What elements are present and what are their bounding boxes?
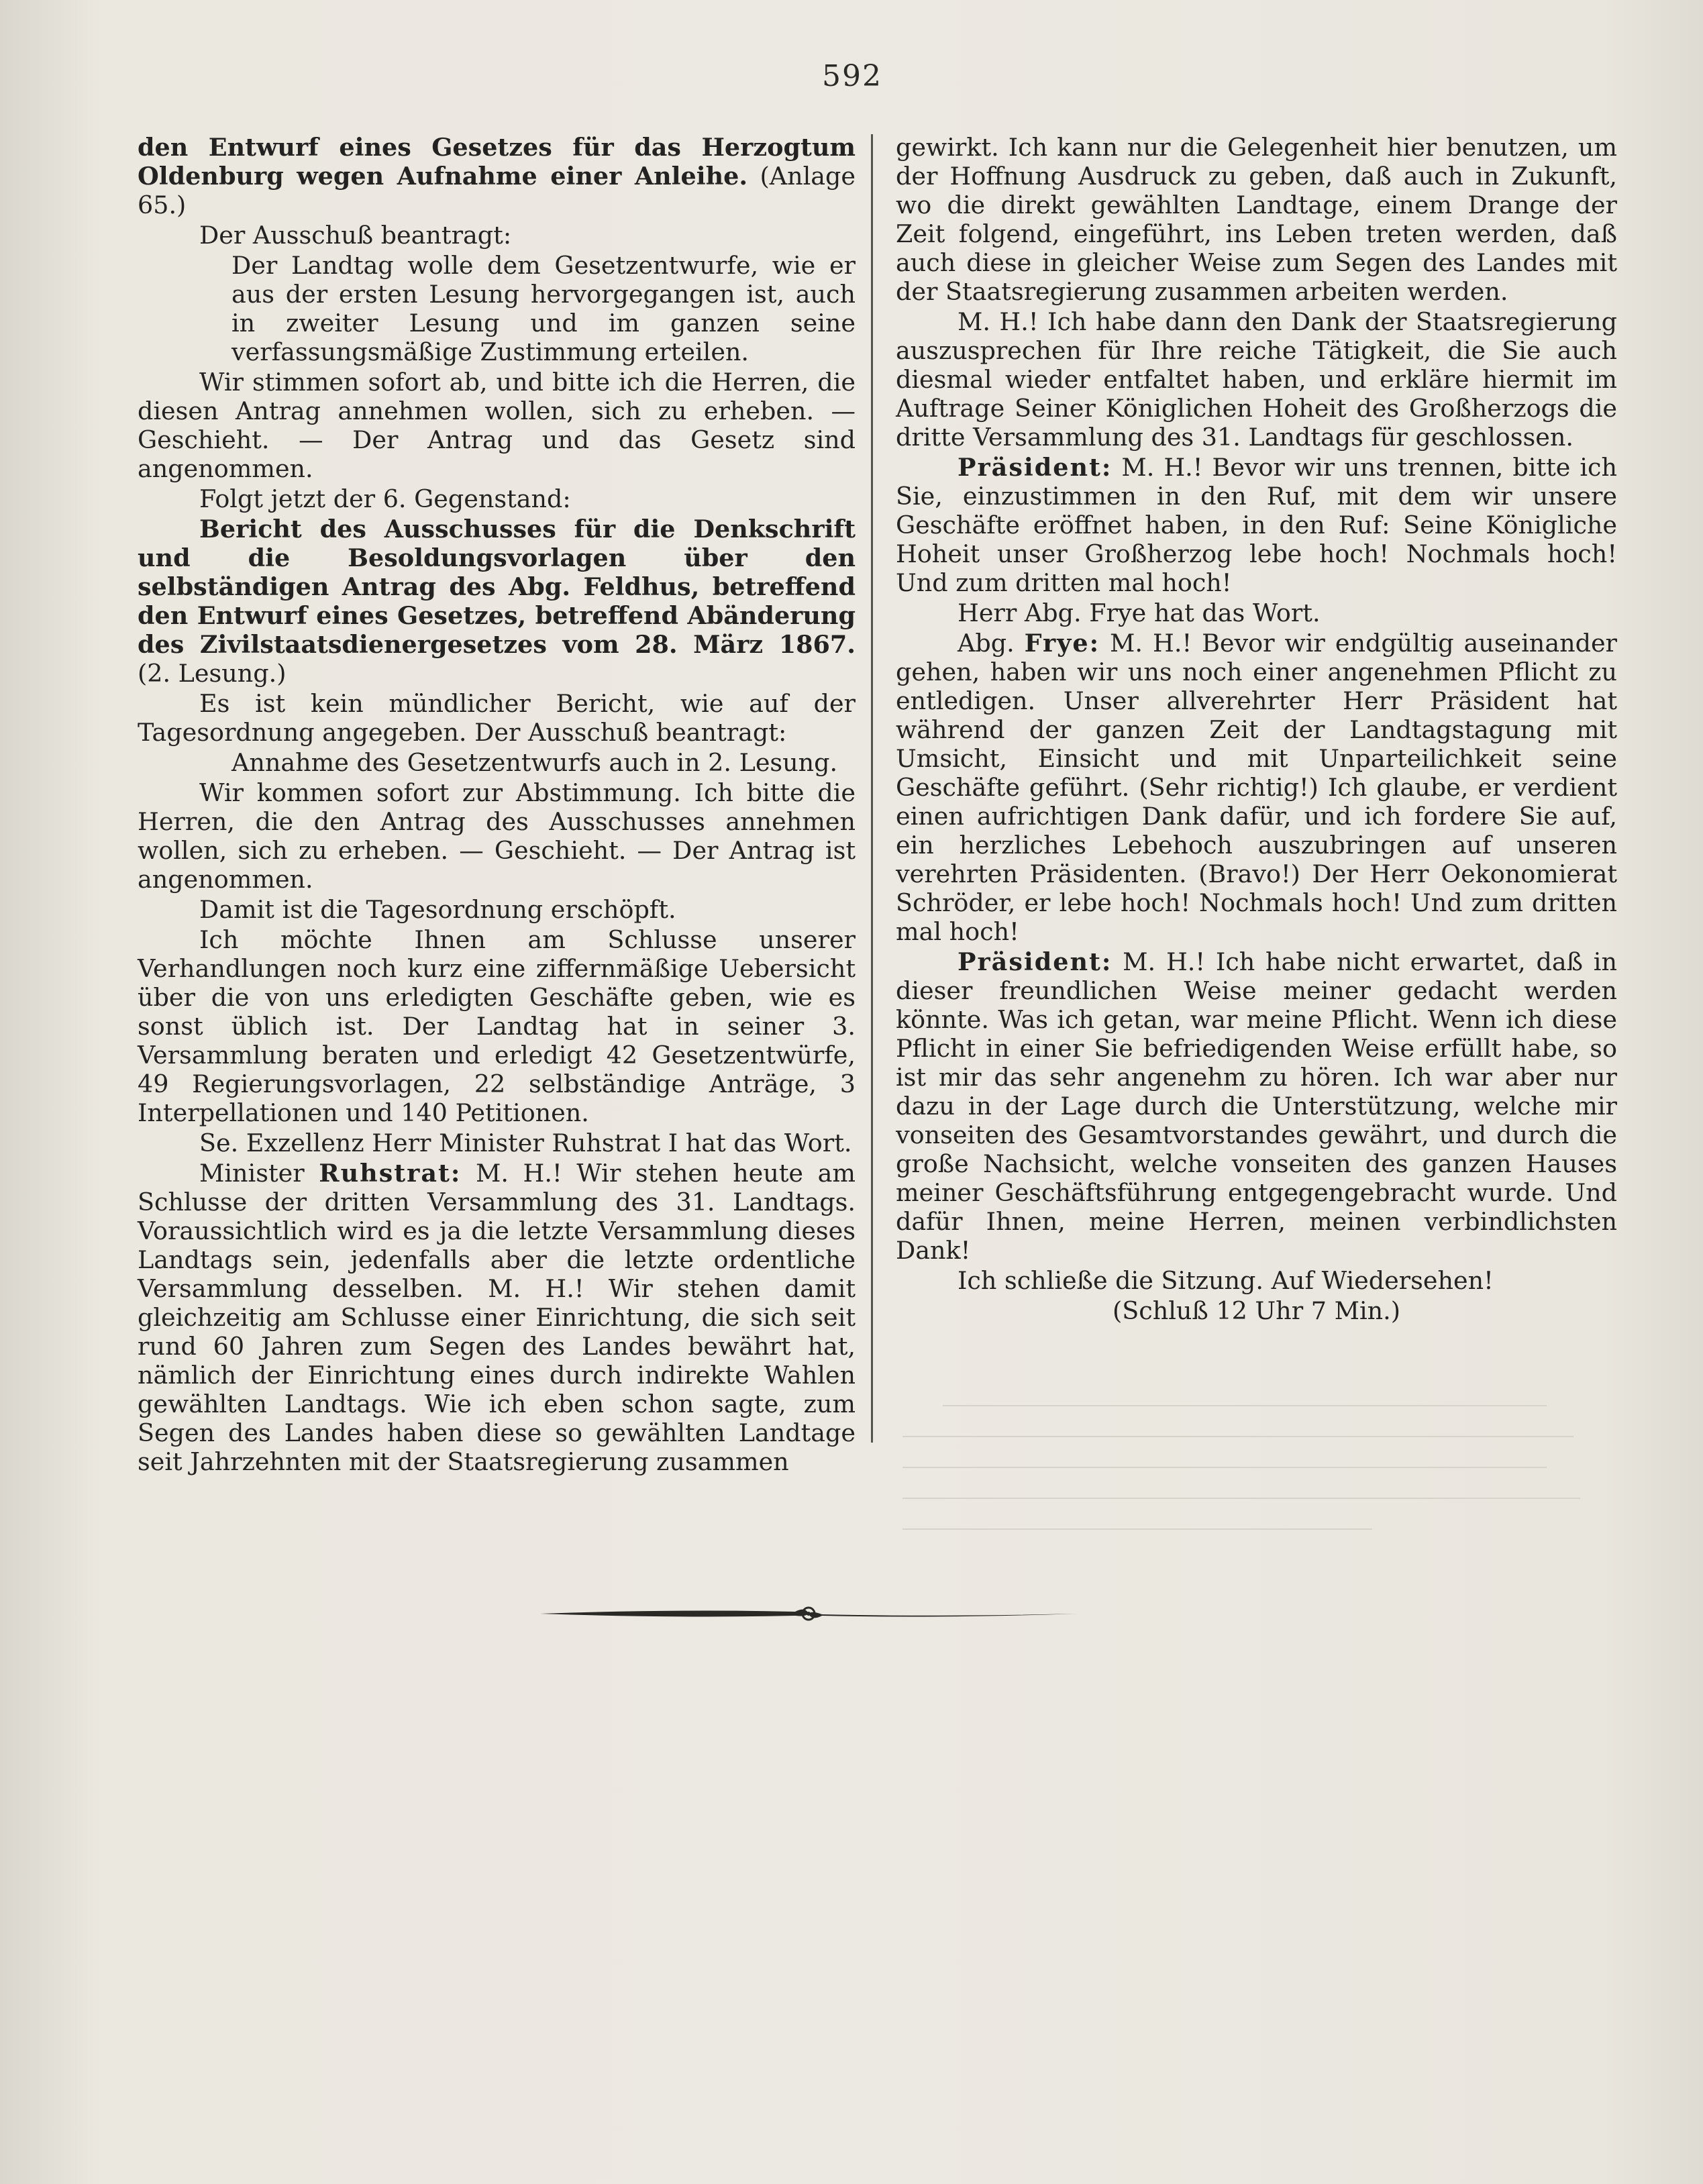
paragraph: gewirkt. Ich kann nur die Gelegenheit hier benutzen, um der Hoffnung Ausdruck zu geben, daß auch in Zukunft, wo die direkt gewählten Landtage, einem Drange der Zeit folgend, eingeführt, ins Leben treten werden, daß auch diese in gleicher Weise zum Segen des Landes mit der Staatsregierung zusammen arbeiten werden. [896, 133, 1617, 306]
paragraph: Herr Abg. Frye hat das Wort. [958, 599, 1321, 627]
speaker-name: Frye: [1024, 629, 1100, 658]
speech-text: M. H.! Bevor wir uns trennen, bitte ich Sie, einzustimmen in den Ruf, mit dem wir unsere Geschäfte eröffnet haben, in den Ruf: Seine Königliche Hoheit unser Großherzog lebe hoch! Nochmals hoch! Und zum dritten mal hoch! [896, 453, 1617, 597]
heading-annex: (Anlage 65.) [138, 162, 856, 219]
speaker-prefix: Minister [199, 1159, 319, 1188]
bold-heading: Bericht des Ausschusses für die Denkschrift und die Besoldungsvorlagen über den selbständigen Antrag des Abg. Feldhus, betreffend den Entwurf eines Gesetzes, betreffend Abänderung des Zivilstaatsdienergesetzes vom 28. März 1867. [138, 515, 856, 659]
speaker-name: Ruhstrat: [319, 1159, 462, 1188]
paragraph: Wir stimmen sofort ab, und bitte ich die Herren, die diesen Antrag annehmen wollen, sich zu erheben. — Geschieht. — Der Antrag und das Gesetz sind angenommen. [138, 368, 856, 483]
speaker-name: Präsident: [958, 453, 1113, 482]
column-divider [871, 134, 873, 1443]
paragraph: Damit ist die Tagesordnung erschöpft. [199, 895, 676, 924]
page-number: 592 [822, 59, 882, 93]
bold-heading: den Entwurf eines Gesetzes für das Herzogtum Oldenburg wegen Aufnahme einer Anleihe. [138, 133, 856, 191]
paragraph: Se. Exzellenz Herr Minister Ruhstrat I hat das Wort. [199, 1129, 852, 1157]
speech-text: M. H.! Bevor wir endgültig auseinander gehen, haben wir uns noch einer angenehmen Pflicht zu entledigen. Unser allverehrter Herr Präsident hat während der ganzen Zeit der Landtagstagung mit Umsicht, Einsicht und mit Unparteilichkeit seine Geschäfte geführt. (Sehr richtig!) Ich glaube, er verdient einen aufrichtigen Dank dafür, und ich fordere Sie auf, ein herzliches Lebehoch auszubringen auf unseren verehrten Präsidenten. (Bravo!) Der Herr Oekonomierat Schröder, er lebe hoch! Nochmals hoch! Und zum dritten mal hoch! [896, 629, 1617, 946]
speaker-prefix: Abg. [958, 629, 1025, 658]
paragraph: Ich schließe die Sitzung. Auf Wiedersehen! [958, 1266, 1494, 1295]
speech-text: M. H.! Wir stehen heute am Schlusse der dritten Versammlung des 31. Landtags. Voraussichtlich wird es ja die letzte Versammlung dieses Landtags sein, jedenfalls aber die letzte ordentliche Versammlung desselben. M. H.! Wir stehen damit gleichzeitig am Schlusse einer Einrichtung, die sich seit rund 60 Jahren zum Segen des Landes bewährt hat, nämlich der Einrichtung eines durch indirekte Wahlen gewählten Landtags. Wie ich eben schon sagte, zum Segen des Landes haben diese so gewählten Landtage seit Jahrzehnten mit der Staatsregierung zusammen [138, 1159, 856, 1476]
speech [896, 453, 1617, 597]
speech [138, 1159, 856, 1476]
speech [896, 629, 1617, 946]
speaker-name: Präsident: [958, 947, 1113, 976]
paragraph: Es ist kein mündlicher Bericht, wie auf der Tagesordnung angegeben. Der Ausschuß beantragt: [138, 689, 856, 747]
paragraph: Der Ausschuß beantragt: [199, 221, 512, 250]
closing-time: (Schluß 12 Uhr 7 Min.) [1113, 1296, 1400, 1325]
paragraph: Folgt jetzt der 6. Gegenstand: [199, 484, 571, 513]
paragraph: Wir kommen sofort zur Abstimmung. Ich bitte die Herren, die den Antrag des Ausschusses annehmen wollen, sich zu erheben. — Geschieht. — Der Antrag ist angenommen. [138, 778, 856, 894]
closing-ornament [540, 1597, 1077, 1630]
paragraph: Ich möchte Ihnen am Schlusse unserer Verhandlungen noch kurz eine ziffernmäßige Uebersicht über die von uns erledigten Geschäfte geben, wie es sonst üblich ist. Der Landtag hat in seiner 3. Versammlung beraten und erledigt 42 Gesetzentwürfe, 49 Regierungsvorlagen, 22 selbständige Anträge, 3 Interpellationen und 140 Petitionen. [138, 925, 856, 1127]
right-column [896, 133, 1617, 1327]
motion-block: Annahme des Gesetzentwurfs auch in 2. Lesung. [231, 748, 838, 777]
heading-reading: (2. Lesung.) [138, 659, 287, 688]
motion-block: Der Landtag wolle dem Gesetzentwurfe, wie er aus der ersten Lesung hervorgegangen ist, auch in zweiter Lesung und im ganzen seine verfassungsmäßige Zustimmung erteilen. [231, 251, 856, 366]
speech-text: M. H.! Ich habe nicht erwartet, daß in dieser freundlichen Weise meiner gedacht werden könnte. Was ich getan, war meine Pflicht. Wenn ich diese Pflicht in einer Sie befriedigenden Weise erfüllt habe, so ist mir das sehr angenehm zu hören. Ich war aber nur dazu in der Lage durch die Unterstützung, welche mir vonseiten des Gesamtvorstandes gewährt, und durch die große Nachsicht, welche vonseiten des ganzen Hauses meiner Geschäftsführung entgegengebracht wurde. Und dafür Ihnen, meine Herren, meinen verbindlichsten Dank! [896, 947, 1617, 1265]
item-heading [138, 133, 856, 219]
left-column [138, 133, 856, 1477]
item-heading [138, 515, 856, 688]
paragraph: M. H.! Ich habe dann den Dank der Staatsregierung auszusprechen für Ihre reiche Tätigkeit, die Sie auch diesmal wieder entfaltet haben, und erkläre hiermit im Auftrage Seiner Königlichen Hoheit des Großherzogs die dritte Versammlung des 31. Landtags für geschlossen. [896, 307, 1617, 452]
speech [896, 947, 1617, 1265]
